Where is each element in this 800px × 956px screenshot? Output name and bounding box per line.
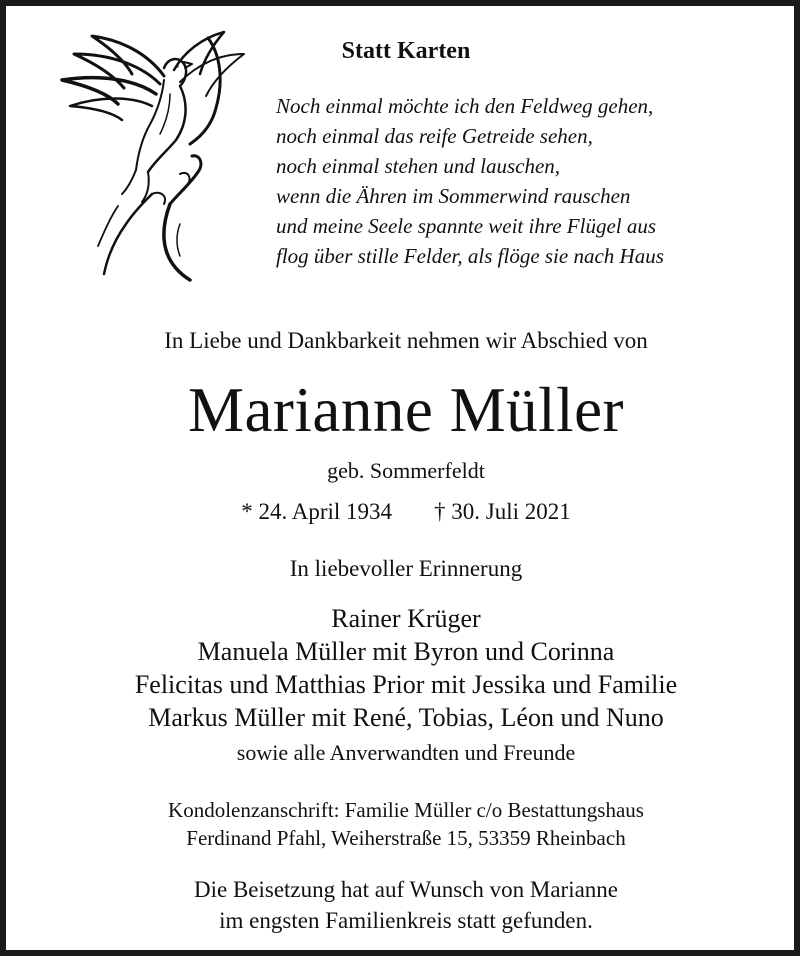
address-line: Kondolenzanschrift: Familie Müller c/o Bestattungshaus (168, 798, 644, 822)
mourner-line: Rainer Krüger (331, 604, 481, 633)
poem-line: wenn die Ähren im Sommerwind rauschen (276, 184, 631, 208)
poem-line: Noch einmal möchte ich den Feldweg gehen, (276, 94, 654, 118)
burial-note (6, 874, 800, 936)
relatives-line: sowie alle Anverwandten und Freunde (236, 740, 576, 765)
mourner-line: Felicitas und Matthias Prior mit Jessika und Familie (134, 670, 678, 699)
mourners-list (6, 602, 800, 734)
poem (276, 91, 796, 271)
burial-line: im engsten Familienkreis statt gefunden. (219, 908, 593, 933)
mourner-line: Manuela Müller mit Byron und Corinna (197, 637, 615, 666)
mourner-line: Markus Müller mit René, Tobias, Léon und Nuno (148, 703, 664, 732)
condolence-address (6, 796, 800, 852)
memory-line: In liebevoller Erinnerung (289, 556, 523, 581)
poem-line: noch einmal das reife Getreide sehen, (276, 124, 593, 148)
life-dates (6, 499, 800, 525)
dove-and-hand-icon (52, 24, 252, 282)
deceased-name: Marianne Müller (187, 375, 625, 445)
farewell-intro: In Liebe und Dankbarkeit nehmen wir Abschied von (164, 328, 648, 353)
birth-name: geb. Sommerfeldt (327, 458, 485, 483)
poem-line: flog über stille Felder, als flöge sie nach Haus (276, 244, 664, 268)
death-date: † 30. Juli 2021 (434, 499, 571, 524)
address-line: Ferdinand Pfahl, Weiherstraße 15, 53359 Rheinbach (186, 826, 626, 850)
poem-line: und meine Seele spannte weit ihre Flügel aus (276, 214, 657, 238)
poem-line: noch einmal stehen und lauschen, (276, 154, 561, 178)
heading-statt-karten: Statt Karten (341, 38, 471, 64)
birth-date: * 24. April 1934 (241, 499, 393, 524)
burial-line: Die Beisetzung hat auf Wunsch von Marianne (193, 877, 619, 902)
